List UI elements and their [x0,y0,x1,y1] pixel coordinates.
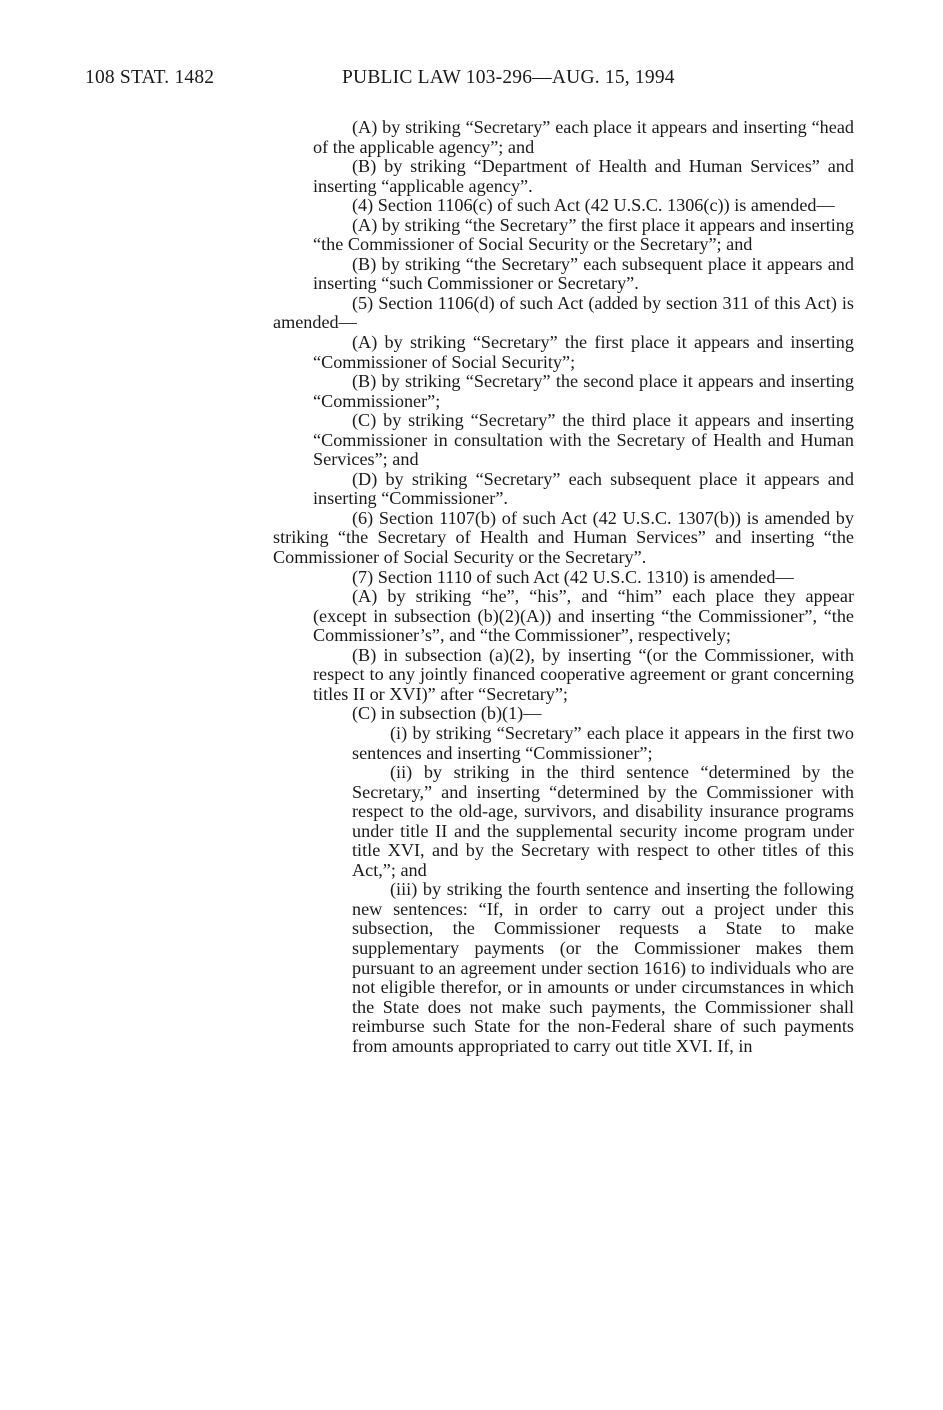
clause-5d: (D) by striking “Secretary” each subsequent place it appears and inserting “Commissioner”. [313,468,854,509]
subclause-7c-ii: (ii) by striking in the third sentence “determined by the Secretary,” and inserting “determined by the Commissioner with respect to the old-age, survivors, and disability insurance programs under title II and the supplemental security income program under title XVI, and by the Secretary with respect to other titles of this Act,”; and [352,762,854,880]
clause-4a: (A) by striking “the Secretary” the first place it appears and inserting “the Commissioner of Social Security or the Secretary”; and [313,214,854,255]
clause-b-applicable-agency: (B) by striking “Department of Health and Human Services” and inserting “applicable agency”. [313,156,854,196]
subclause-7c-i: (i) by striking “Secretary” each place it appears in the first two sentences and inserting “Commissioner”; [352,722,854,763]
clause-a-head-of-agency: (A) by striking “Secretary” each place it appears and inserting “head of the applicable agency”; and [313,117,854,157]
clause-5c: (C) by striking “Secretary” the third place it appears and inserting “Commissioner in consultation with the Secretary of Health and Human Services”; and [313,410,854,470]
paragraph-5-section-1106d: (5) Section 1106(d) of such Act (added by section 311 of this Act) is amended— [273,292,854,333]
paragraph-6-section-1107b: (6) Section 1107(b) of such Act (42 U.S.C. 1307(b)) is amended by striking “the Secretary of Health and Human Services” and inserting “the Commissioner of Social Security or the Secretary”. [273,507,854,568]
clause-5b: (B) by striking “Secretary” the second place it appears and inserting “Commissioner”; [313,371,854,411]
paragraph-4-section-1106c: (4) Section 1106(c) of such Act (42 U.S.C. 1306(c)) is amended— [352,195,835,216]
clause-7b: (B) in subsection (a)(2), by inserting “(or the Commissioner, with respect to any jointly financed cooperative agreement or grant concerning titles II or XVI)” after “Secretary”; [313,644,854,704]
clause-4b: (B) by striking “the Secretary” each subsequent place it appears and inserting “such Commissioner or Secretary”. [313,253,854,294]
stat-page-citation: 108 STAT. 1482 [85,67,215,88]
subclause-7c-iii: (iii) by striking the fourth sentence and inserting the following new sentences: “If, in order to carry out a project under this subsection, the Commissioner requests a State to make supplementary payments (or the Commissioner makes them pursuant to an agreement under section 1616) to individuals who are not eligible therefor, or in amounts or under circumstances in which the State does not make such payments, the Commissioner shall reimburse such State for the non-Federal share of such payments from amounts appropriated to carry out title XVI. If, in [352,879,854,1056]
paragraph-7-section-1110: (7) Section 1110 of such Act (42 U.S.C. 1310) is amended— [352,566,794,587]
statute-body [273,118,854,1056]
clause-7a: (A) by striking “he”, “his”, and “him” each place they appear (except in subsection (b)(2)(A)) and inserting “the Commissioner”, “the Commissioner’s”, and “the Commissioner”, respectively; [313,586,854,646]
public-law-title: PUBLIC LAW 103-296—AUG. 15, 1994 [342,67,675,88]
clause-7c: (C) in subsection (b)(1)— [352,703,542,724]
clause-5a: (A) by striking “Secretary” the first place it appears and inserting “Commissioner of Social Security”; [313,332,854,372]
